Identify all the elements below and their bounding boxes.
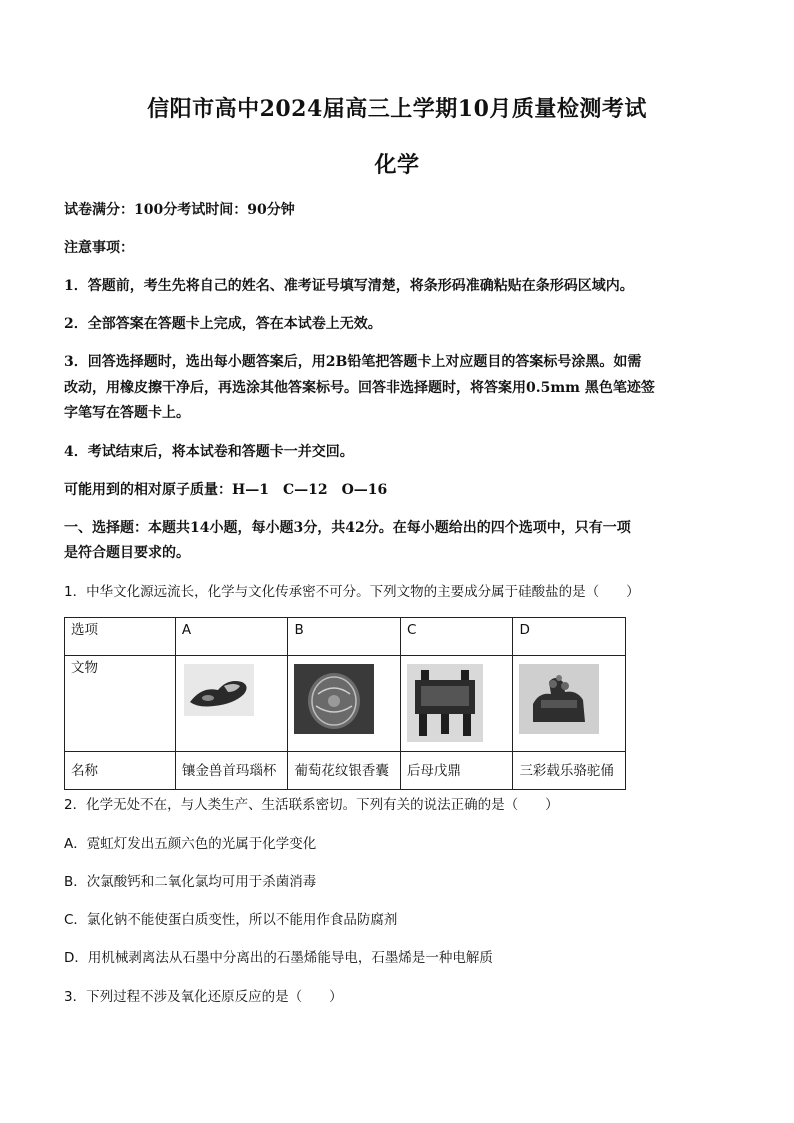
table-cell-image xyxy=(400,656,513,752)
table-cell-image xyxy=(288,656,401,752)
bronze-ding-icon xyxy=(407,664,483,742)
agate-cup-icon xyxy=(184,664,254,716)
silver-sachet-icon xyxy=(294,664,374,734)
question-2-option-d: D．用机械剥离法从石墨中分离出的石墨烯能导电，石墨烯是一种电解质 xyxy=(64,950,493,966)
score-time-info: 试卷满分：100分考试时间：90分钟 xyxy=(64,202,295,218)
note-2: 2．全部答案在答题卡上完成，答在本试卷上无效。 xyxy=(64,316,382,332)
table-cell: C xyxy=(400,618,513,656)
table-cell: D xyxy=(513,618,626,656)
question-2-option-c: C．氯化钠不能使蛋白质变性，所以不能用作食品防腐剂 xyxy=(64,912,398,928)
table-cell: 葡萄花纹银香囊 xyxy=(288,752,401,790)
exam-title: 信阳市高中2024届高三上学期10月质量检测考试 xyxy=(147,96,647,122)
section-1-heading-line-1: 一、选择题：本题共14小题，每小题3分，共42分。在每小题给出的四个选项中，只有一项 xyxy=(64,520,631,536)
table-cell: B xyxy=(288,618,401,656)
atomic-masses: 可能用到的相对原子质量：H—1 C—12 O—16 xyxy=(64,482,388,498)
table-row-options xyxy=(65,618,626,656)
question-3-stem: 3．下列过程不涉及氧化还原反应的是（ ） xyxy=(64,989,343,1005)
question-1-stem: 1．中华文化源远流长，化学与文化传承密不可分。下列文物的主要成分属于硅酸盐的是（ ） xyxy=(64,584,640,600)
question-2-stem: 2．化学无处不在，与人类生产、生活联系密切。下列有关的说法正确的是（ ） xyxy=(64,797,559,813)
table-cell-image xyxy=(513,656,626,752)
note-3-line-2: 改动，用橡皮擦干净后，再选涂其他答案标号。回答非选择题时，将答案用0.5mm 黑色笔迹签 xyxy=(64,380,655,396)
table-cell: 名称 xyxy=(65,752,176,790)
question-2-option-a: A．霓虹灯发出五颜六色的光属于化学变化 xyxy=(64,836,317,852)
notes-heading: 注意事项： xyxy=(64,240,134,256)
table-cell: 三彩载乐骆驼俑 xyxy=(513,752,626,790)
table-cell: 后母戊鼎 xyxy=(400,752,513,790)
table-row-names xyxy=(65,752,626,790)
artifact-table xyxy=(64,617,626,790)
note-4: 4．考试结束后，将本试卷和答题卡一并交回。 xyxy=(64,444,354,460)
table-cell: 镶金兽首玛瑙杯 xyxy=(175,752,288,790)
subject-title: 化学 xyxy=(374,152,420,178)
table-cell: 文物 xyxy=(65,656,176,752)
question-2-option-b: B．次氯酸钙和二氧化氯均可用于杀菌消毒 xyxy=(64,874,317,890)
camel-figurine-icon xyxy=(519,664,599,734)
table-cell: A xyxy=(175,618,288,656)
note-3-line-1: 3．回答选择题时，选出每小题答案后，用2B铅笔把答题卡上对应题目的答案标号涂黑。如需 xyxy=(64,354,642,370)
table-cell: 选项 xyxy=(65,618,176,656)
table-cell-image xyxy=(175,656,288,752)
section-1-heading-line-2: 是符合题目要求的。 xyxy=(64,545,190,561)
note-3-line-3: 字笔写在答题卡上。 xyxy=(64,405,190,421)
note-1: 1．答题前，考生先将自己的姓名、准考证号填写清楚，将条形码准确粘贴在条形码区域内。 xyxy=(64,278,634,294)
table-row-artifacts xyxy=(65,656,626,752)
